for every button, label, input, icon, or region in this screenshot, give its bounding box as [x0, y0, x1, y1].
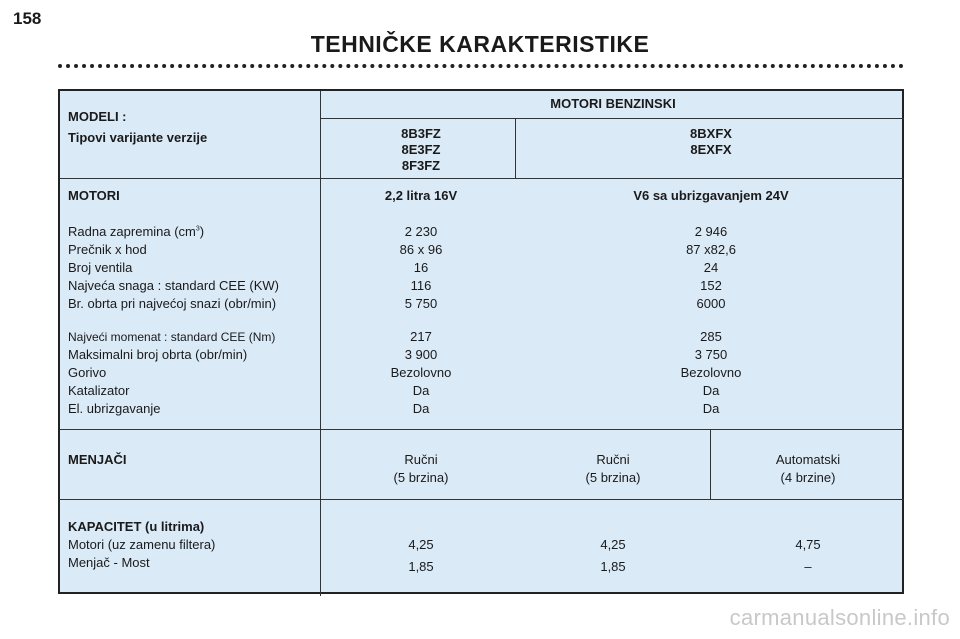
gearbox-gears: (5 brzina) [585, 470, 641, 485]
spec-label: Najveća snaga : standard CEE (KW) [68, 278, 279, 293]
watermark: carmanualsonline.info [729, 605, 950, 630]
spec-value: 116 [410, 278, 432, 293]
spec-value: 6000 [696, 296, 726, 311]
capacity-value: 1,85 [408, 559, 434, 574]
capacity-value: 4,75 [795, 537, 821, 552]
spec-value: 24 [703, 260, 719, 275]
engines-group-heading: MOTORI BENZINSKI [550, 96, 676, 111]
capacity-value: – [804, 559, 812, 574]
title-divider [58, 64, 904, 68]
spec-value: Da [702, 401, 720, 416]
spec-label: Prečnik x hod [68, 242, 147, 257]
spec-value: 2 946 [694, 224, 728, 239]
spec-label: El. ubrizgavanje [68, 401, 161, 416]
section-heading-motori: MOTORI [68, 188, 120, 203]
spec-value: 3 750 [694, 347, 728, 362]
capacity-value: 4,25 [600, 537, 626, 552]
variant-code: 8E3FZ [401, 142, 441, 157]
capacity-value: 1,85 [600, 559, 626, 574]
spec-label: Radna zapremina $(cm^3)$ [68, 224, 205, 239]
gearbox-gears: (5 brzina) [393, 470, 449, 485]
table-divider [60, 429, 904, 430]
spec-value: 217 [410, 329, 432, 344]
capacity-label: Motori (uz zamenu filtera) [68, 537, 216, 552]
spec-value: 87 x82,6 [686, 242, 736, 257]
variant-code: 8BXFX [690, 126, 732, 141]
table-divider [60, 178, 904, 179]
page-number: 158 [13, 9, 42, 28]
variant-code: 8F3FZ [401, 158, 441, 173]
spec-value: Da [412, 401, 430, 416]
spec-label: Gorivo [68, 365, 107, 380]
spec-label: Broj ventila [68, 260, 133, 275]
engine-heading: 2,2 litra 16V [384, 188, 458, 203]
spec-value: Bezolovno [680, 365, 742, 380]
spec-table [58, 89, 904, 594]
spec-value: Da [412, 383, 430, 398]
page-title: TEHNIČKE KARAKTERISTIKE [310, 31, 650, 57]
models-label: MODELI : [68, 109, 127, 124]
variant-code: 8EXFX [690, 142, 732, 157]
spec-value: 5 750 [404, 296, 438, 311]
variant-code: 8B3FZ [401, 126, 441, 141]
section-heading-kapacitet: KAPACITET (u litrima) [68, 519, 205, 534]
gearbox-gears: (4 brzine) [780, 470, 836, 485]
gearbox-type: Ručni [596, 452, 630, 467]
spec-value: 3 900 [404, 347, 438, 362]
spec-label: Katalizator [68, 383, 130, 398]
capacity-label: Menjač - Most [68, 555, 150, 570]
spec-value: 152 [700, 278, 722, 293]
spec-value: 285 [700, 329, 722, 344]
section-heading-menjaci: MENJAČI [68, 452, 127, 467]
table-divider [320, 118, 904, 119]
spec-value: Da [702, 383, 720, 398]
capacity-value: 4,25 [408, 537, 434, 552]
gearbox-type: Ručni [404, 452, 438, 467]
table-divider [60, 499, 904, 500]
spec-value: 16 [413, 260, 429, 275]
variants-label: Tipovi varijante verzije [68, 130, 208, 145]
engine-heading: V6 sa ubrizgavanjem 24V [633, 188, 789, 203]
spec-label: Br. obrta pri najvećoj snazi (obr/min) [68, 296, 277, 311]
spec-label: Maksimalni broj obrta (obr/min) [68, 347, 248, 362]
spec-value: Bezolovno [390, 365, 452, 380]
spec-value: 86 x 96 [399, 242, 443, 257]
table-divider [320, 91, 321, 596]
gearbox-type: Automatski [775, 452, 841, 467]
spec-value: 2 230 [404, 224, 438, 239]
spec-label: Najveći momenat : standard CEE (Nm) [68, 330, 276, 344]
